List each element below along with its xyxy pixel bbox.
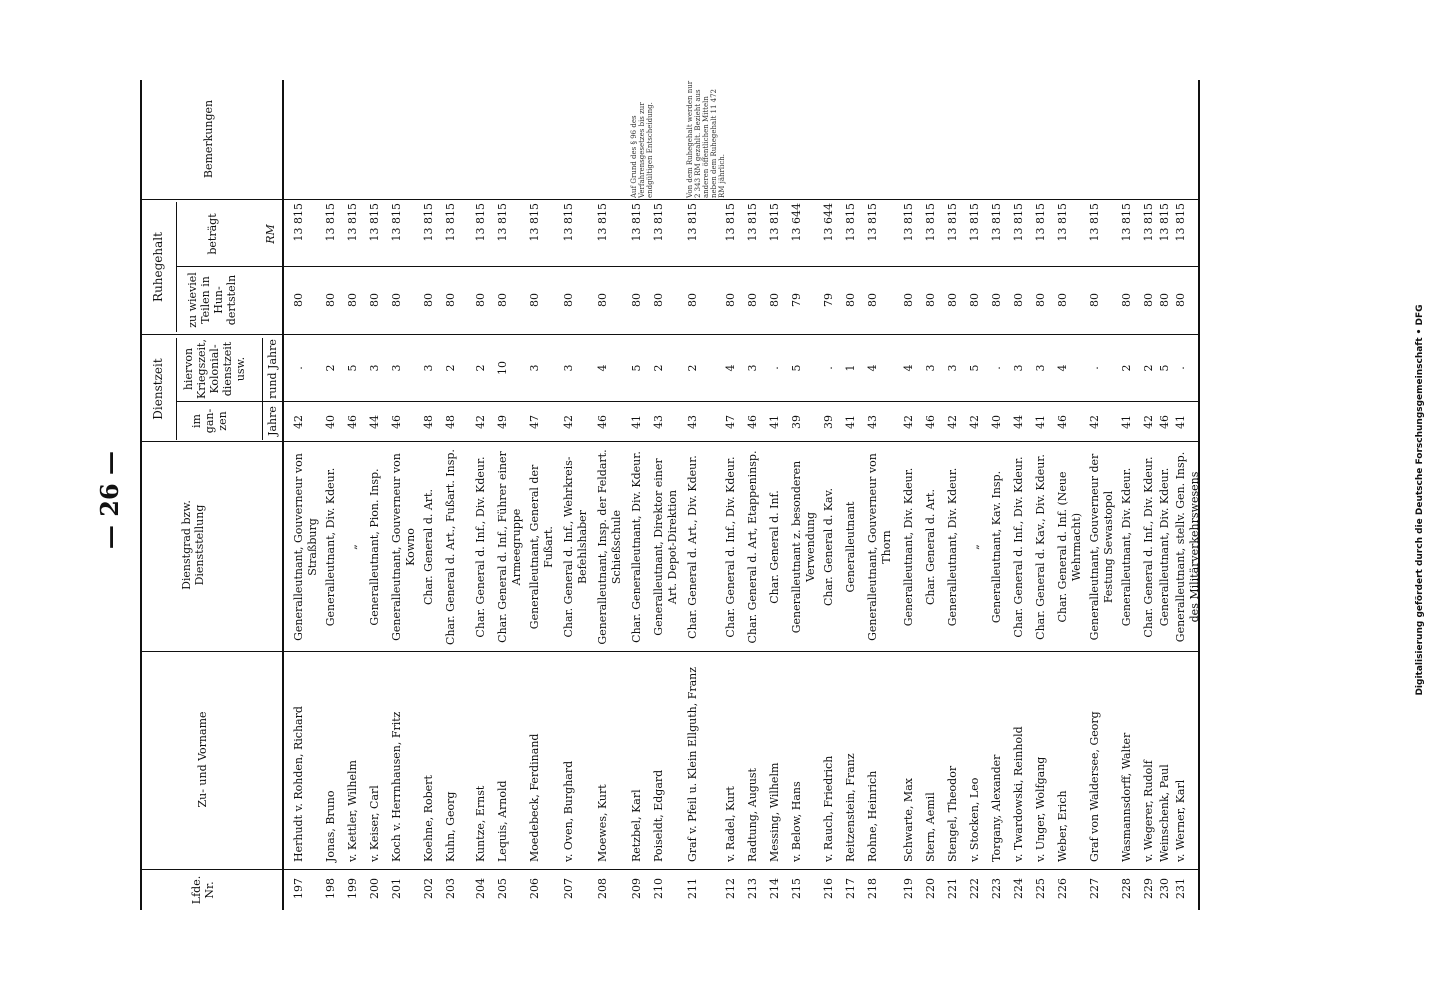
service-years-war: 1 xyxy=(844,364,857,372)
person-name: v. Kettler, Wilhelm xyxy=(346,760,359,862)
service-years-war: 5 xyxy=(346,364,359,372)
pension-amount: 13 644 xyxy=(822,203,835,242)
service-years-total: 46 xyxy=(346,415,359,429)
pension-amount: 13 815 xyxy=(528,203,541,242)
person-name: v. Keiser, Carl xyxy=(368,785,381,862)
rank-text: Char. General d. Kav., Div. Kdeur. xyxy=(1034,454,1047,640)
service-years-war: 3 xyxy=(390,364,403,372)
pension-hundredths: 80 xyxy=(1158,293,1171,307)
service-years-war: 4 xyxy=(866,364,879,372)
rank-text: Generalleutnant, Div. Kdeur. xyxy=(946,467,959,627)
service-years-war: 3 xyxy=(422,364,435,372)
service-years-total: 42 xyxy=(292,415,305,429)
page-number: — 26 — xyxy=(95,450,124,550)
pension-amount: 13 815 xyxy=(422,203,435,242)
person-name: Poiseldt, Edgard xyxy=(652,769,665,862)
rank-text: Generalleutnant, Gouverneur von Thorn xyxy=(866,453,893,641)
service-years-war: 4 xyxy=(596,364,609,372)
pension-amount: 13 815 xyxy=(946,203,959,242)
remarks-text: Von dem Ruhegehalt werden nur 2 343 RM gezahlt. Bezieht aus anderen öffentlichen Mitteln neben dem Ruhegehalt 11 472 RM jährlich. xyxy=(686,80,726,198)
pension-hundredths: 79 xyxy=(790,293,803,307)
service-years-war: . xyxy=(990,366,1003,370)
pension-hundredths: 80 xyxy=(292,293,305,307)
row-number: 214 xyxy=(768,878,781,899)
row-number: 217 xyxy=(844,878,857,899)
person-name: Retzbel, Karl xyxy=(630,789,643,862)
service-years-war: . xyxy=(1088,366,1101,370)
pension-amount: 13 815 xyxy=(990,203,1003,242)
person-name: Moedebeck, Ferdinand xyxy=(528,733,541,862)
rank-text: Char. General d. Inf., Div. Kdeur. xyxy=(474,456,487,638)
person-name: Schwarte, Max xyxy=(902,778,915,862)
pension-amount: 13 815 xyxy=(1174,203,1187,242)
rank-text: Char. General d. Art, Etappeninsp. xyxy=(746,450,759,644)
row-number: 198 xyxy=(324,878,337,899)
pension-hundredths: 80 xyxy=(496,293,509,307)
person-name: Moewes, Kurt xyxy=(596,784,609,862)
row-number: 209 xyxy=(630,878,643,899)
pension-amount: 13 815 xyxy=(1034,203,1047,242)
pension-hundredths: 80 xyxy=(1012,293,1025,307)
person-name: Torgany, Alexander xyxy=(990,754,1003,862)
pension-hundredths: 80 xyxy=(866,293,879,307)
service-unit-rule xyxy=(262,338,263,440)
service-years-total: 41 xyxy=(1120,415,1133,429)
row-number: 199 xyxy=(346,878,359,899)
service-years-war: . xyxy=(292,366,305,370)
service-years-war: 5 xyxy=(630,364,643,372)
service-years-war: 3 xyxy=(746,364,759,372)
person-name: Lequis, Arnold xyxy=(496,780,509,862)
pension-hundredths: 80 xyxy=(924,293,937,307)
service-years-total: 39 xyxy=(790,415,803,429)
rank-text: Generalleutnant z. besonderen Verwendung xyxy=(790,460,817,634)
pension-amount: 13 815 xyxy=(1142,203,1155,242)
row-number: 211 xyxy=(686,878,699,899)
person-name: v. Twardowski, Reinhold xyxy=(1012,726,1025,862)
service-years-war: 10 xyxy=(496,361,509,375)
service-years-total: 44 xyxy=(368,415,381,429)
column-divider xyxy=(140,334,1200,335)
pension-hundredths: 80 xyxy=(1174,293,1187,307)
service-years-war: 2 xyxy=(1142,364,1155,372)
pension-amount: 13 815 xyxy=(746,203,759,242)
rank-text: Char. General d. Inf., Div. Kdeur. xyxy=(1012,456,1025,638)
row-number: 219 xyxy=(902,878,915,899)
rank-text: Generalleutnant, Gouverneur von Straßburg xyxy=(292,453,319,641)
pension-hundredths: 80 xyxy=(1088,293,1101,307)
pension-amount: 13 815 xyxy=(968,203,981,242)
pension-hundredths: 80 xyxy=(346,293,359,307)
pension-amount: 13 815 xyxy=(346,203,359,242)
pension-amount: 13 815 xyxy=(652,203,665,242)
rank-text: Generalleutnant, Div. Kdeur. xyxy=(902,467,915,627)
header-bottom-rule xyxy=(282,80,284,910)
pension-hundredths: 80 xyxy=(1034,293,1047,307)
rank-text: Generalleutnant, Gouverneur der Festung Sewastopol xyxy=(1088,453,1115,641)
pension-amount: 13 815 xyxy=(768,203,781,242)
person-name: v. Wegerer, Rudolf xyxy=(1142,760,1155,862)
column-divider xyxy=(140,199,1200,200)
pension-amount: 13 815 xyxy=(724,203,737,242)
rank-text: Generalleutnant xyxy=(844,501,857,593)
service-years-total: 41 xyxy=(1034,415,1047,429)
header-service-total: im gan- zen xyxy=(190,408,229,434)
service-years-war: 2 xyxy=(1120,364,1133,372)
rank-text: Generalleutnant, General der Fußart. xyxy=(528,464,555,630)
pension-amount: 13 815 xyxy=(596,203,609,242)
pension-amount: 13 815 xyxy=(902,203,915,242)
service-years-war: . xyxy=(768,366,781,370)
service-years-total: 39 xyxy=(822,415,835,429)
person-name: Graf v. Pfeil u. Klein Ellguth, Franz xyxy=(686,666,699,862)
service-years-war: 4 xyxy=(1056,364,1069,372)
service-years-total: 40 xyxy=(990,415,1003,429)
pension-amount: 13 815 xyxy=(686,203,699,242)
header-pension: Ruhegehalt xyxy=(151,232,165,302)
row-number: 218 xyxy=(866,878,879,899)
row-number: 231 xyxy=(1174,878,1187,899)
pension-amount: 13 815 xyxy=(1158,203,1171,242)
service-years-war: 3 xyxy=(1034,364,1047,372)
service-years-total: 42 xyxy=(902,415,915,429)
service-years-war: 4 xyxy=(724,364,737,372)
row-number: 230 xyxy=(1158,878,1171,899)
service-years-war: 4 xyxy=(902,364,915,372)
pension-amount: 13 815 xyxy=(866,203,879,242)
row-number: 208 xyxy=(596,878,609,899)
service-years-total: 42 xyxy=(1088,415,1101,429)
pension-amount: 13 815 xyxy=(324,203,337,242)
header-pension-amount: beträgt xyxy=(206,213,219,255)
person-name: v. Unger, Wolfgang xyxy=(1034,756,1047,862)
row-number: 203 xyxy=(444,878,457,899)
pension-hundredths: 80 xyxy=(902,293,915,307)
row-number: 215 xyxy=(790,878,803,899)
rank-text: Char. Generalleutnant, Div. Kdeur. xyxy=(630,451,643,643)
header-service-war: hiervon Kriegszeit, Kolonial- dienstzeit usw. xyxy=(182,339,247,399)
person-name: v. Rauch, Friedrich xyxy=(822,755,835,862)
service-years-total: 46 xyxy=(746,415,759,429)
column-divider xyxy=(140,869,1200,870)
rank-text: Char. General d. Art. xyxy=(924,489,937,605)
service-years-total: 43 xyxy=(866,415,879,429)
service-years-total: 41 xyxy=(768,415,781,429)
pension-amount: 13 644 xyxy=(790,203,803,242)
rank-text: Char. General d. Art., Fußart. Insp. xyxy=(444,449,457,645)
row-number: 223 xyxy=(990,878,1003,899)
header-service: Dienstzeit xyxy=(151,358,165,420)
person-name: v. Below, Hans xyxy=(790,781,803,862)
pension-hundredths: 80 xyxy=(844,293,857,307)
person-name: Messing, Wilhelm xyxy=(768,762,781,862)
row-number: 206 xyxy=(528,878,541,899)
pension-hundredths: 80 xyxy=(990,293,1003,307)
person-name: Wasmannsdorff, Walter xyxy=(1120,732,1133,862)
rank-text: „ xyxy=(346,544,359,550)
row-number: 207 xyxy=(562,878,575,899)
service-years-total: 46 xyxy=(1056,415,1069,429)
row-number: 205 xyxy=(496,878,509,899)
person-name: Koch v. Herrnhausen, Fritz xyxy=(390,711,403,862)
person-name: Jonas, Bruno xyxy=(324,790,337,862)
service-years-total: 48 xyxy=(444,415,457,429)
person-name: Koehne, Robert xyxy=(422,775,435,862)
service-years-total: 44 xyxy=(1012,415,1025,429)
person-name: Kuntze, Ernst xyxy=(474,785,487,862)
service-years-war: 3 xyxy=(368,364,381,372)
rank-text: Char. General d. Inf., Wehrkreis-Befehlshaber xyxy=(562,456,589,638)
row-number: 201 xyxy=(390,878,403,899)
header-pension-unit: RM xyxy=(264,224,277,244)
service-years-war: 3 xyxy=(946,364,959,372)
pension-hundredths: 79 xyxy=(822,293,835,307)
pension-hundredths: 80 xyxy=(368,293,381,307)
rank-text: Generalleutnant, Div. Kdeur. xyxy=(1158,467,1171,627)
row-number: 204 xyxy=(474,878,487,899)
row-number: 212 xyxy=(724,878,737,899)
pension-amount: 13 815 xyxy=(1120,203,1133,242)
rank-text: Generalleutnant, Div. Kdeur. xyxy=(324,467,337,627)
table-top-rule xyxy=(140,80,142,910)
pension-group-rule xyxy=(176,202,177,332)
rank-text: Char. General d. Inf., Div. Kdeur. xyxy=(724,456,737,638)
pension-hundredths: 80 xyxy=(686,293,699,307)
pension-hundredths: 80 xyxy=(1142,293,1155,307)
pension-hundredths: 80 xyxy=(324,293,337,307)
rank-text: Char. General d. Inf., Div. Kdeur. xyxy=(1142,456,1155,638)
row-number: 197 xyxy=(292,878,305,899)
service-years-war: . xyxy=(1174,366,1187,370)
row-number: 229 xyxy=(1142,878,1155,899)
service-years-total: 42 xyxy=(1142,415,1155,429)
pension-amount: 13 815 xyxy=(844,203,857,242)
service-years-war: 2 xyxy=(444,364,457,372)
column-divider xyxy=(176,266,1200,267)
pension-hundredths: 80 xyxy=(746,293,759,307)
service-years-war: 5 xyxy=(1158,364,1171,372)
pension-amount: 13 815 xyxy=(924,203,937,242)
header-rank: Dienstgrad bzw. Dienststellung xyxy=(180,500,206,590)
column-divider xyxy=(176,401,1200,402)
pension-hundredths: 80 xyxy=(630,293,643,307)
pension-hundredths: 80 xyxy=(1120,293,1133,307)
row-number: 200 xyxy=(368,878,381,899)
service-years-total: 46 xyxy=(1158,415,1171,429)
pension-amount: 13 815 xyxy=(562,203,575,242)
service-years-total: 46 xyxy=(596,415,609,429)
rank-text: Generalleutnant, Direktor einer Art. Depot-Direktion xyxy=(652,458,679,636)
person-name: v. Oven, Burghard xyxy=(562,760,575,862)
service-years-total: 46 xyxy=(924,415,937,429)
rank-text: Char. General d. Inf., Führer einer Armeegruppe xyxy=(496,451,523,643)
pension-table xyxy=(140,80,1200,910)
service-years-total: 41 xyxy=(1174,415,1187,429)
pension-amount: 13 815 xyxy=(474,203,487,242)
pension-amount: 13 815 xyxy=(630,203,643,242)
pension-amount: 13 815 xyxy=(1088,203,1101,242)
person-name: Stengel, Theodor xyxy=(946,765,959,862)
service-years-war: 2 xyxy=(686,364,699,372)
service-years-total: 48 xyxy=(422,415,435,429)
service-years-war: 2 xyxy=(474,364,487,372)
service-years-total: 43 xyxy=(652,415,665,429)
service-years-war: 5 xyxy=(790,364,803,372)
pension-hundredths: 80 xyxy=(596,293,609,307)
pension-hundredths: 80 xyxy=(968,293,981,307)
service-years-war: . xyxy=(822,366,835,370)
row-number: 228 xyxy=(1120,878,1133,899)
rank-text: Generalleutnant, stellv. Gen. Insp. des Militärverkehrswesens xyxy=(1174,451,1201,643)
service-years-war: 3 xyxy=(528,364,541,372)
row-number: 216 xyxy=(822,878,835,899)
pension-amount: 13 815 xyxy=(292,203,305,242)
service-years-war: 3 xyxy=(562,364,575,372)
person-name: v. Stocken, Leo xyxy=(968,777,981,862)
service-years-total: 40 xyxy=(324,415,337,429)
service-years-total: 42 xyxy=(946,415,959,429)
person-name: v. Radel, Kurt xyxy=(724,786,737,862)
pension-amount: 13 815 xyxy=(444,203,457,242)
pension-hundredths: 80 xyxy=(1056,293,1069,307)
column-divider xyxy=(140,651,1200,652)
rank-text: Generalleutnant, Div. Kdeur. xyxy=(1120,467,1133,627)
pension-amount: 13 815 xyxy=(1056,203,1069,242)
row-number: 220 xyxy=(924,878,937,899)
pension-amount: 13 815 xyxy=(368,203,381,242)
rank-text: „ xyxy=(968,544,981,550)
service-years-total: 42 xyxy=(562,415,575,429)
rank-text: Char. General d. Inf. xyxy=(768,490,781,604)
service-group-rule xyxy=(176,338,177,440)
service-years-war: 2 xyxy=(652,364,665,372)
pension-amount: 13 815 xyxy=(390,203,403,242)
pension-hundredths: 80 xyxy=(528,293,541,307)
rank-text: Char. General d. Kav. xyxy=(822,487,835,607)
person-name: Weinschenk, Paul xyxy=(1158,764,1171,862)
person-name: Reitzenstein, Franz xyxy=(844,753,857,862)
person-name: v. Werner, Karl xyxy=(1174,779,1187,862)
funding-note-text: Digitalisierung gefördert durch die Deutsche Forschungsgemeinschaft • DFG xyxy=(1415,304,1425,696)
service-years-war: 5 xyxy=(968,364,981,372)
rank-text: Generalleutnant, Pion. Insp. xyxy=(368,468,381,626)
person-name: Kuhn, Georg xyxy=(444,791,457,862)
service-years-total: 42 xyxy=(968,415,981,429)
service-years-total: 41 xyxy=(630,415,643,429)
header-pension-hundredths: zu wieviel Teilen in Hun- dertsteln xyxy=(186,272,238,328)
rank-text: Char. General d. Art., Div. Kdeur. xyxy=(686,455,699,639)
header-name: Zu- und Vorname xyxy=(196,711,209,808)
row-number: 224 xyxy=(1012,878,1025,899)
pension-hundredths: 80 xyxy=(422,293,435,307)
service-years-war: 2 xyxy=(324,364,337,372)
pension-hundredths: 80 xyxy=(390,293,403,307)
remarks-text: Auf Grund des § 96 des Verfahrensgesetzes bis zur endgültigen Entscheidung. xyxy=(630,102,654,198)
row-number: 221 xyxy=(946,878,959,899)
header-service-unit: Jahre xyxy=(266,406,279,436)
column-divider xyxy=(140,441,1200,442)
rank-text: Generalleutnant, Kav. Insp. xyxy=(990,470,1003,624)
pension-amount: 13 815 xyxy=(1012,203,1025,242)
service-years-total: 43 xyxy=(686,415,699,429)
row-number: 227 xyxy=(1088,878,1101,899)
rank-text: Generalleutnant, Insp. der Feldart. Schießschule xyxy=(596,449,623,645)
pension-amount: 13 815 xyxy=(496,203,509,242)
person-name: Weber, Erich xyxy=(1056,790,1069,862)
service-years-total: 41 xyxy=(844,415,857,429)
person-name: Stern, Aemil xyxy=(924,792,937,862)
person-name: Herhudt v. Rohden, Richard xyxy=(292,706,305,862)
pension-hundredths: 80 xyxy=(444,293,457,307)
service-years-total: 46 xyxy=(390,415,403,429)
rank-text: Generalleutnant, Gouverneur von Kowno xyxy=(390,453,417,641)
service-years-war: 3 xyxy=(924,364,937,372)
person-name: Graf von Waldersee, Georg xyxy=(1088,711,1101,862)
row-number: 225 xyxy=(1034,878,1047,899)
pension-hundredths: 80 xyxy=(562,293,575,307)
row-number: 222 xyxy=(968,878,981,899)
row-number: 210 xyxy=(652,878,665,899)
row-number: 202 xyxy=(422,878,435,899)
service-years-total: 47 xyxy=(724,415,737,429)
service-years-total: 49 xyxy=(496,415,509,429)
person-name: Rohne, Heinrich xyxy=(866,770,879,862)
service-years-war: 3 xyxy=(1012,364,1025,372)
pension-hundredths: 80 xyxy=(652,293,665,307)
header-service-unit-rounded: rund Jahre xyxy=(266,339,279,399)
service-years-total: 47 xyxy=(528,415,541,429)
service-years-total: 42 xyxy=(474,415,487,429)
pension-hundredths: 80 xyxy=(474,293,487,307)
person-name: Radtung, August xyxy=(746,768,759,862)
header-remarks: Bemerkungen xyxy=(202,99,215,179)
rank-text: Char. General d. Inf. (Neue Wehrmacht) xyxy=(1056,471,1083,623)
pension-hundredths: 80 xyxy=(768,293,781,307)
rank-text: Char. General d. Art. xyxy=(422,489,435,605)
row-number: 226 xyxy=(1056,878,1069,899)
pension-hundredths: 80 xyxy=(946,293,959,307)
header-nr: Lfde. Nr. xyxy=(190,875,216,905)
row-number: 213 xyxy=(746,878,759,899)
pension-hundredths: 80 xyxy=(724,293,737,307)
